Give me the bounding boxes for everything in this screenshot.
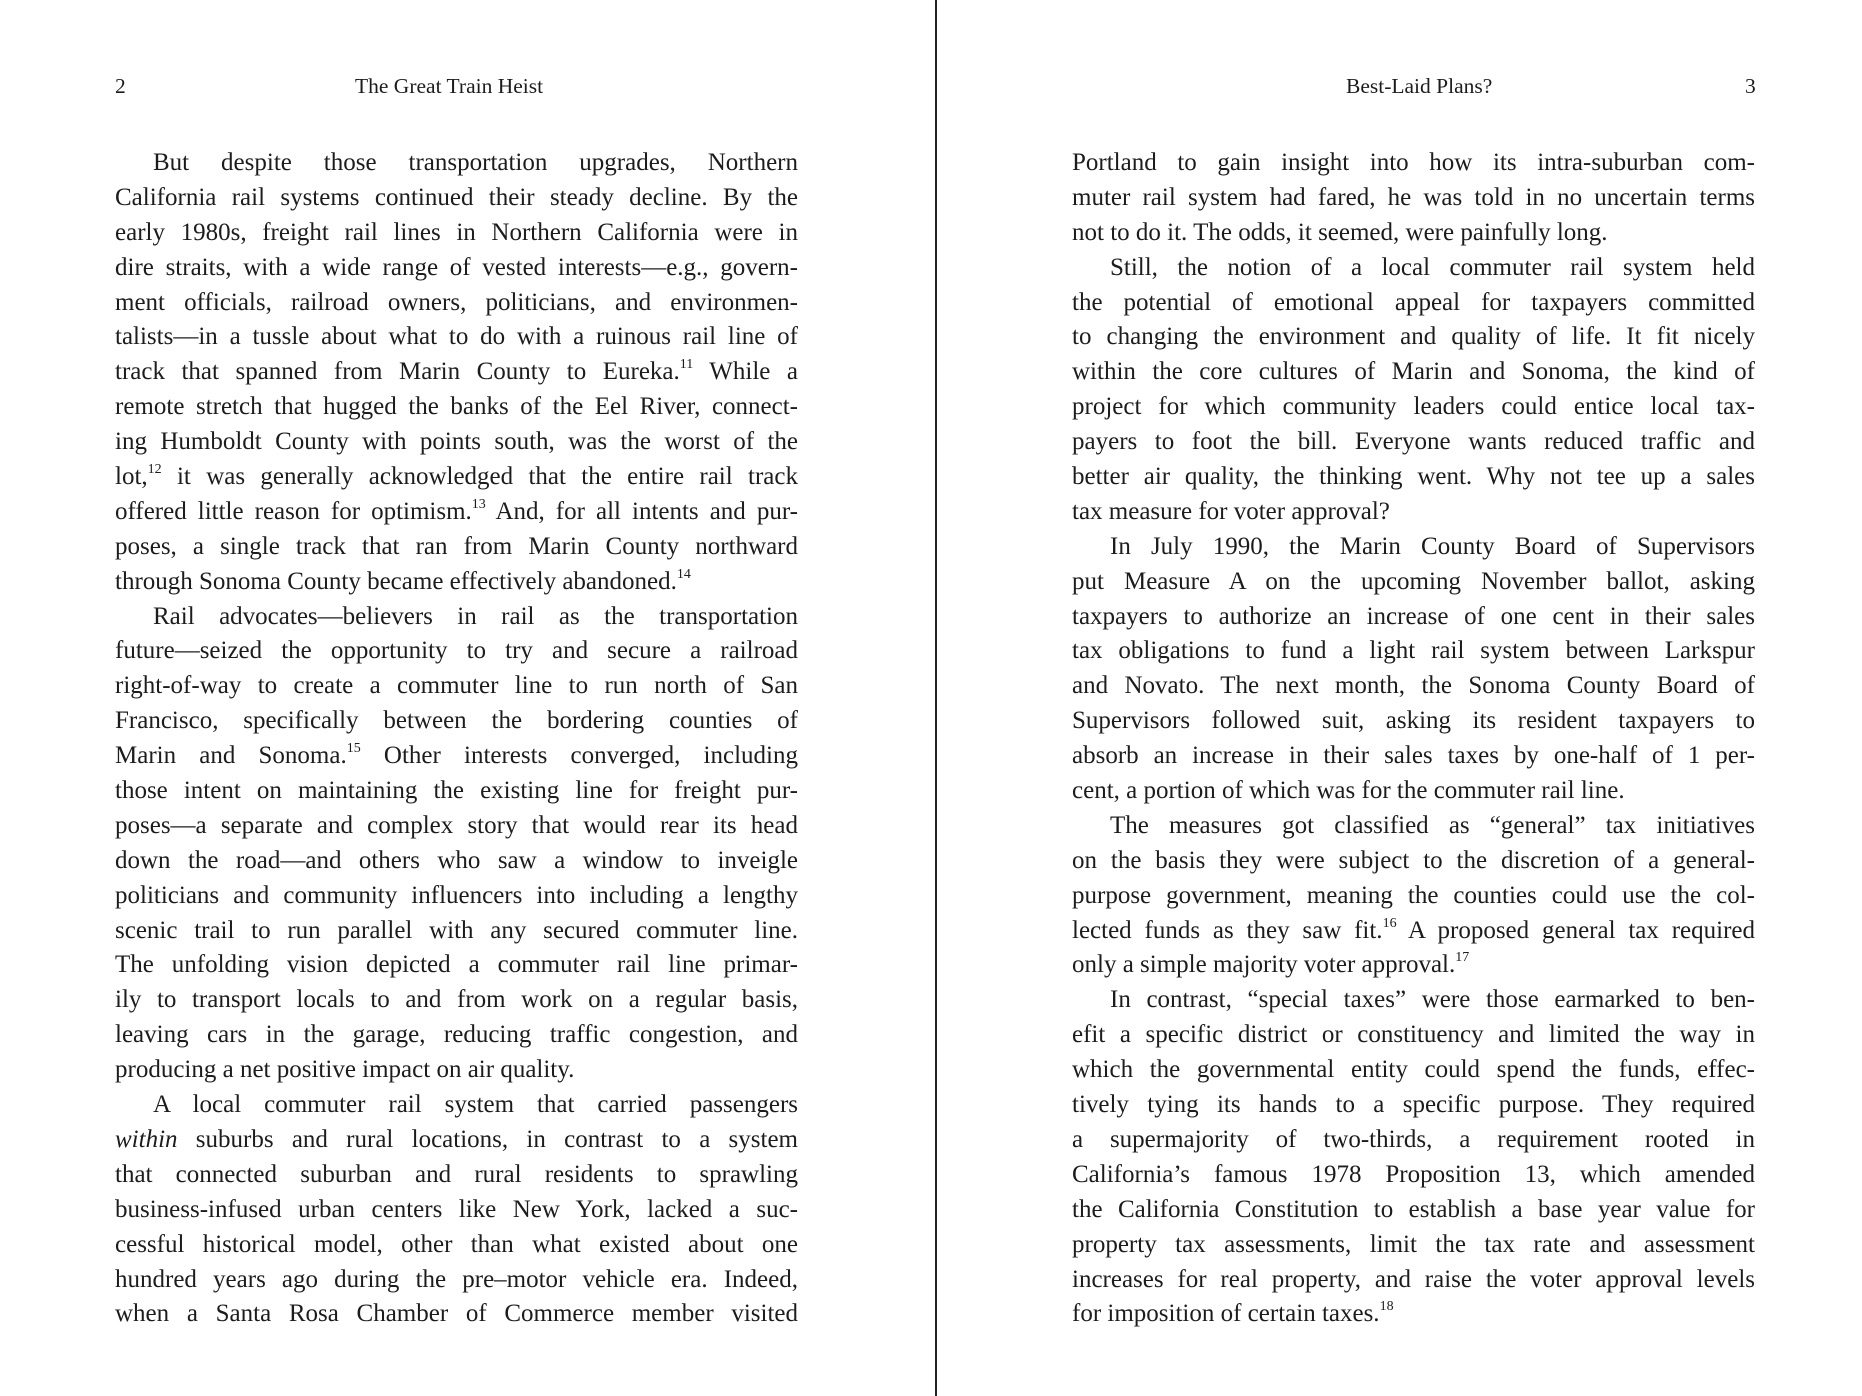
text-line bbox=[1072, 914, 1755, 949]
line-text: The measures got classified as “general” tax initiatives bbox=[1110, 811, 1755, 839]
text-line bbox=[1072, 146, 1755, 181]
text-line bbox=[115, 704, 798, 739]
text-line bbox=[115, 460, 798, 495]
text-line bbox=[1072, 251, 1755, 286]
line-text: which the governmental entity could spend the funds, effec- bbox=[1072, 1056, 1755, 1084]
text-line bbox=[1072, 704, 1755, 739]
text-line bbox=[1072, 530, 1755, 565]
text-line bbox=[1072, 948, 1755, 983]
line-text: absorb an increase in their sales taxes by one-half of 1 per- bbox=[1072, 742, 1755, 770]
line-text: increases for real property, and raise the voter approval levels bbox=[1072, 1265, 1755, 1293]
text-line bbox=[1072, 669, 1755, 704]
text-line bbox=[115, 1088, 798, 1123]
text-line bbox=[115, 1228, 798, 1263]
line-text: remote stretch that hugged the banks of the Eel River, connect- bbox=[115, 393, 798, 421]
line-text: ment officials, railroad owners, politicians, and environmen- bbox=[115, 288, 798, 316]
text-line bbox=[115, 1263, 798, 1298]
line-text: tively tying its hands to a specific purpose. They required bbox=[1072, 1091, 1755, 1119]
line-text: hundred years ago during the pre–motor vehicle era. Indeed, bbox=[115, 1265, 798, 1293]
line-text: poses—a separate and complex story that would rear its head bbox=[115, 811, 798, 839]
line-text: the potential of emotional appeal for taxpayers committed bbox=[1072, 288, 1755, 316]
line-text: tax obligations to fund a light rail system between Larkspur bbox=[1072, 637, 1755, 665]
line-text: politicians and community influencers into including a lengthy bbox=[115, 881, 798, 909]
text-line bbox=[1072, 1297, 1755, 1332]
text-line bbox=[1072, 390, 1755, 425]
text-line bbox=[115, 669, 798, 704]
line-text: cent, a portion of which was for the commuter rail line. bbox=[1072, 777, 1625, 805]
line-text: In contrast, “special taxes” were those earmarked to ben- bbox=[1110, 986, 1755, 1014]
line-text: purpose government, meaning the counties could use the col- bbox=[1072, 881, 1755, 909]
text-line bbox=[115, 914, 798, 949]
text-line bbox=[1072, 1053, 1755, 1088]
text-line bbox=[1072, 1228, 1755, 1263]
line-text: muter rail system had fared, he was told in no uncertain terms bbox=[1072, 183, 1755, 211]
footnote-marker: 18 bbox=[1379, 1299, 1394, 1315]
text-line bbox=[1072, 1018, 1755, 1053]
text-line bbox=[1072, 879, 1755, 914]
line-text: dire straits, with a wide range of vested interests—e.g., govern- bbox=[115, 253, 798, 281]
line-text: A local commuter rail system that carried passengers bbox=[153, 1091, 798, 1119]
line-text: California rail systems continued their steady decline. By the bbox=[115, 183, 798, 211]
line-text: only a simple majority voter approval. bbox=[1072, 951, 1456, 979]
text-line bbox=[1072, 320, 1755, 355]
line-text: The unfolding vision depicted a commuter rail line primar- bbox=[115, 951, 798, 979]
text-line bbox=[1072, 1263, 1755, 1298]
line-text: those intent on maintaining the existing line for freight pur- bbox=[115, 777, 798, 805]
footnote-marker: 13 bbox=[471, 496, 486, 512]
footnote-marker: 14 bbox=[676, 566, 691, 582]
emphasis-text: within bbox=[115, 1125, 178, 1153]
left-body-text bbox=[115, 146, 798, 1332]
text-line bbox=[115, 251, 798, 286]
line-text: not to do it. The odds, it seemed, were painfully long. bbox=[1072, 218, 1608, 246]
text-line bbox=[115, 320, 798, 355]
text-line bbox=[115, 774, 798, 809]
line-text-after-note: A proposed general tax required bbox=[1396, 916, 1755, 944]
text-line bbox=[1072, 1088, 1755, 1123]
text-line bbox=[115, 181, 798, 216]
line-text: scenic trail to run parallel with any secured commuter line. bbox=[115, 916, 798, 944]
line-text: project for which community leaders could entice local tax- bbox=[1072, 393, 1755, 421]
text-line bbox=[1072, 425, 1755, 460]
text-line bbox=[1072, 600, 1755, 635]
line-text: Francisco, specifically between the bordering counties of bbox=[115, 707, 798, 735]
line-text: California’s famous 1978 Proposition 13, which amended bbox=[1072, 1160, 1755, 1188]
text-line bbox=[1072, 809, 1755, 844]
text-line bbox=[115, 425, 798, 460]
line-text: leaving cars in the garage, reducing traffic congestion, and bbox=[115, 1021, 798, 1049]
line-text: Still, the notion of a local commuter rail system held bbox=[1110, 253, 1755, 281]
text-line bbox=[1072, 460, 1755, 495]
text-line bbox=[115, 146, 798, 181]
text-line bbox=[115, 634, 798, 669]
text-line bbox=[1072, 739, 1755, 774]
line-text: offered little reason for optimism. bbox=[115, 497, 472, 525]
text-line bbox=[115, 739, 798, 774]
line-text: on the basis they were subject to the discretion of a general- bbox=[1072, 846, 1755, 874]
text-line bbox=[115, 286, 798, 321]
right-page-number: 3 bbox=[1745, 74, 1756, 98]
text-line bbox=[1072, 355, 1755, 390]
text-line bbox=[115, 983, 798, 1018]
line-text: tax measure for voter approval? bbox=[1072, 497, 1390, 525]
line-text: suburbs and rural locations, in contrast to a system bbox=[177, 1125, 798, 1153]
footnote-marker: 15 bbox=[346, 741, 361, 757]
text-line bbox=[115, 216, 798, 251]
right-page bbox=[937, 0, 1862, 1396]
text-line bbox=[115, 1158, 798, 1193]
line-text: lot, bbox=[115, 463, 148, 491]
line-text: to changing the environment and quality of life. It fit nicely bbox=[1072, 323, 1755, 351]
text-line bbox=[115, 565, 798, 600]
line-text: early 1980s, freight rail lines in Northern California were in bbox=[115, 218, 798, 246]
line-text: But despite those transportation upgrades, Northern bbox=[153, 149, 798, 176]
text-line bbox=[1072, 181, 1755, 216]
line-text: put Measure A on the upcoming November ballot, asking bbox=[1072, 567, 1755, 595]
text-line bbox=[115, 1123, 798, 1158]
line-text: property tax assessments, limit the tax rate and assessment bbox=[1072, 1230, 1755, 1258]
line-text: talists—in a tussle about what to do with a ruinous rail line of bbox=[115, 323, 798, 351]
text-line bbox=[1072, 1158, 1755, 1193]
line-text: ily to transport locals to and from work on a regular basis, bbox=[115, 986, 798, 1014]
line-text: Rail advocates—believers in rail as the transportation bbox=[153, 602, 798, 630]
text-line bbox=[115, 495, 798, 530]
line-text: track that spanned from Marin County to Eureka. bbox=[115, 358, 680, 386]
line-text: payers to foot the bill. Everyone wants reduced traffic and bbox=[1072, 428, 1755, 456]
line-text: within the core cultures of Marin and Sonoma, the kind of bbox=[1072, 358, 1755, 386]
line-text: down the road—and others who saw a window to inveigle bbox=[115, 846, 798, 874]
text-line bbox=[1072, 634, 1755, 669]
line-text: poses, a single track that ran from Marin County northward bbox=[115, 532, 798, 560]
text-line bbox=[115, 844, 798, 879]
footnote-marker: 17 bbox=[1455, 950, 1470, 966]
text-line bbox=[115, 809, 798, 844]
line-text: through Sonoma County became effectively abandoned. bbox=[115, 567, 677, 595]
line-text: Supervisors followed suit, asking its resident taxpayers to bbox=[1072, 707, 1755, 735]
text-line bbox=[1072, 565, 1755, 600]
right-running-head: Best-Laid Plans? bbox=[1346, 74, 1493, 98]
line-text-after-note: Other interests converged, including bbox=[360, 742, 798, 770]
line-text: a supermajority of two-thirds, a requirement rooted in bbox=[1072, 1125, 1755, 1153]
line-text: cessful historical model, other than what existed about one bbox=[115, 1230, 798, 1258]
footnote-marker: 11 bbox=[679, 357, 694, 373]
line-text: Marin and Sonoma. bbox=[115, 742, 347, 770]
footnote-marker: 16 bbox=[1382, 915, 1397, 931]
text-line bbox=[115, 1053, 798, 1088]
text-line bbox=[115, 1018, 798, 1053]
line-text: In July 1990, the Marin County Board of Supervisors bbox=[1110, 532, 1755, 560]
line-text: ing Humboldt County with points south, was the worst of the bbox=[115, 428, 798, 456]
text-line bbox=[115, 355, 798, 390]
line-text: when a Santa Rosa Chamber of Commerce member visited bbox=[115, 1300, 798, 1328]
line-text: producing a net positive impact on air quality. bbox=[115, 1056, 575, 1084]
text-line bbox=[1072, 286, 1755, 321]
line-text: and Novato. The next month, the Sonoma County Board of bbox=[1072, 672, 1755, 700]
line-text: taxpayers to authorize an increase of one cent in their sales bbox=[1072, 602, 1755, 630]
text-line bbox=[1072, 844, 1755, 879]
text-line bbox=[1072, 495, 1755, 530]
line-text: better air quality, the thinking went. Why not tee up a sales bbox=[1072, 463, 1755, 491]
text-line bbox=[115, 390, 798, 425]
line-text: efit a specific district or constituency and limited the way in bbox=[1072, 1021, 1755, 1049]
text-line bbox=[1072, 216, 1755, 251]
line-text: business-infused urban centers like New York, lacked a suc- bbox=[115, 1195, 798, 1223]
text-line bbox=[1072, 1123, 1755, 1158]
line-text-after-note: While a bbox=[693, 358, 799, 386]
text-line bbox=[1072, 774, 1755, 809]
text-line bbox=[115, 1297, 798, 1332]
left-running-head: The Great Train Heist bbox=[355, 74, 544, 98]
text-line bbox=[115, 600, 798, 635]
text-line bbox=[115, 879, 798, 914]
text-line bbox=[1072, 983, 1755, 1018]
line-text-after-note: it was generally acknowledged that the entire rail track bbox=[161, 463, 798, 491]
right-body-text bbox=[1072, 146, 1755, 1332]
text-line bbox=[115, 948, 798, 983]
line-text-after-note: And, for all intents and pur- bbox=[485, 497, 798, 525]
line-text: lected funds as they saw fit. bbox=[1072, 916, 1383, 944]
text-line bbox=[115, 1193, 798, 1228]
left-page-number: 2 bbox=[115, 74, 126, 98]
text-line bbox=[115, 530, 798, 565]
line-text: that connected suburban and rural residents to sprawling bbox=[115, 1160, 798, 1188]
line-text: the California Constitution to establish a base year value for bbox=[1072, 1195, 1755, 1223]
line-text: right-of-way to create a commuter line to run north of San bbox=[115, 672, 798, 700]
footnote-marker: 12 bbox=[147, 462, 162, 478]
text-line bbox=[1072, 1193, 1755, 1228]
line-text: future—seized the opportunity to try and secure a railroad bbox=[115, 637, 798, 665]
line-text: for imposition of certain taxes. bbox=[1072, 1300, 1380, 1328]
line-text: Portland to gain insight into how its intra-suburban com- bbox=[1072, 149, 1755, 176]
